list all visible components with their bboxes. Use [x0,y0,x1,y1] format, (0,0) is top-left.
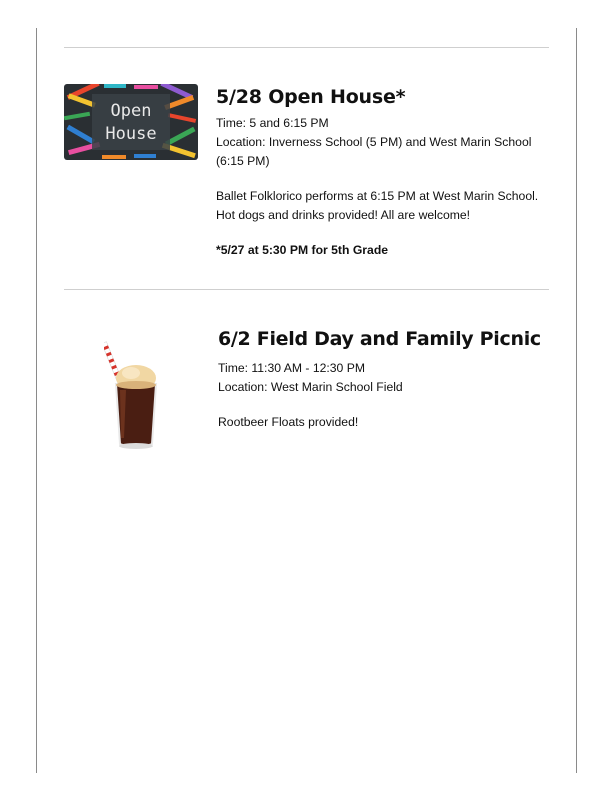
chalkboard-image [64,84,198,160]
image-text-open: Open [110,101,152,121]
event-description: Rootbeer Floats provided! [218,415,359,429]
event-description: Ballet Folklorico performs at 6:15 PM at West Marin School. Hot dogs and drinks provided! All are welcome! [216,189,539,222]
rootbeer-float-icon [104,338,164,454]
event-time: Time: 11:30 AM - 12:30 PM [218,361,365,375]
right-border [576,28,577,773]
rootbeer-float-image [104,338,164,454]
divider-middle [64,289,549,290]
event-note: *5/27 at 5:30 PM for 5th Grade [216,243,389,257]
event-location: Location: West Marin School Field [218,380,403,394]
event-time: Time: 5 and 6:15 PM [216,116,329,130]
open-house-image [64,84,198,160]
left-border [36,28,37,773]
event-title: 6/2 Field Day and Family Picnic [218,328,541,350]
event-title: 5/28 Open House* [216,86,406,108]
image-text-house: House [105,124,157,144]
event-location: Location: Inverness School (5 PM) and West Marin School (6:15 PM) [216,135,532,168]
divider-top [64,47,549,48]
